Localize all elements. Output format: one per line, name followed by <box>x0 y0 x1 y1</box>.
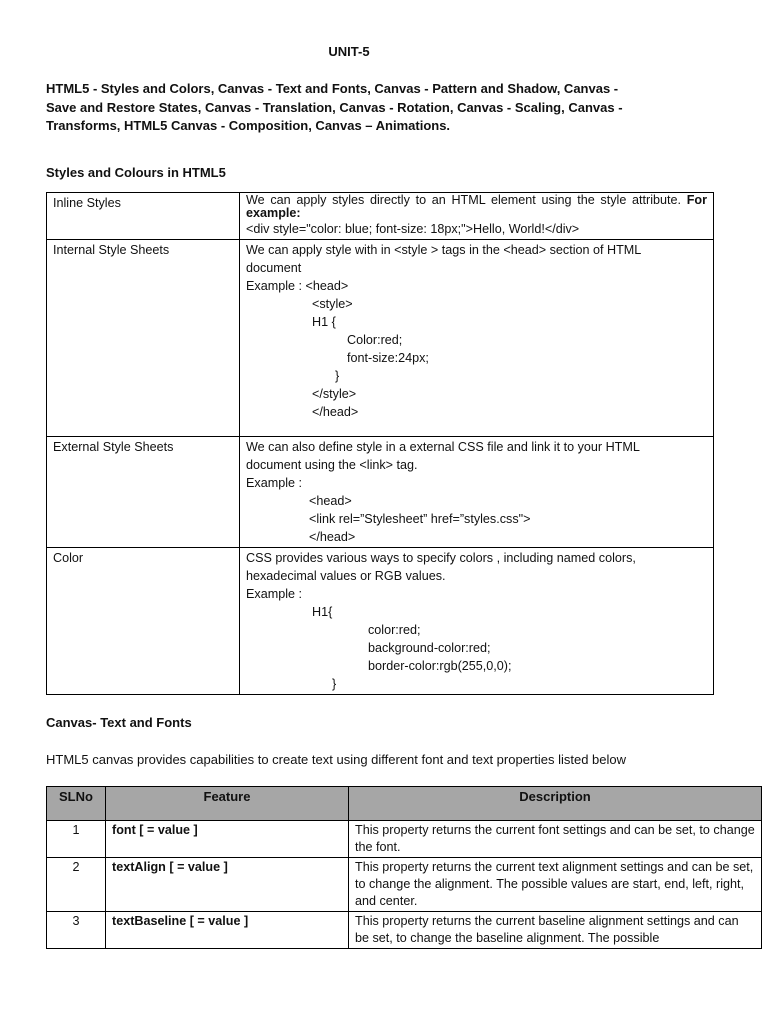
feature-cell: Color <box>47 548 240 695</box>
unit-title: UNIT-5 <box>328 44 370 59</box>
code-line: Color:red; <box>347 333 403 347</box>
code-line: } <box>335 369 340 383</box>
topics-line: HTML5 - Styles and Colors, Canvas - Text and Fonts, Canvas - Pattern and Shadow, Canvas - <box>46 81 619 96</box>
description-line: document <box>246 261 302 275</box>
code-line: border-color:rgb(255,0,0); <box>368 659 512 673</box>
code-line: } <box>332 677 337 691</box>
topics-line: Transforms, HTML5 Canvas - Composition, Canvas – Animations. <box>46 118 451 133</box>
description-cell <box>240 193 714 240</box>
description-line: CSS provides various ways to specify colors , including named colors, <box>246 551 636 565</box>
code-line: <link rel=”Stylesheet” href=”styles.css"> <box>309 512 531 526</box>
topics-list <box>46 80 646 136</box>
table-row <box>47 858 762 912</box>
code-line: <style> <box>312 297 353 311</box>
code-line: </head> <box>312 405 359 419</box>
column-header-description: Description <box>349 787 762 821</box>
table-row <box>47 437 714 548</box>
code-line: H1{ <box>312 605 333 619</box>
description-cell <box>240 548 714 695</box>
topics-line: Save and Restore States, Canvas - Translation, Canvas - Rotation, Canvas - Scaling, Canvas - <box>46 99 623 115</box>
code-line: H1 { <box>312 315 336 329</box>
code-line: font-size:24px; <box>347 351 429 365</box>
description-text: We can apply styles directly to an HTML element using the style attribute. <box>246 193 682 207</box>
description-line: Example : <box>246 476 302 490</box>
description-line: We can also define style in a external CSS file and link it to your HTML <box>246 440 640 454</box>
canvas-properties-table <box>46 786 762 949</box>
code-line: <head> <box>309 494 352 508</box>
table-row <box>47 821 762 858</box>
description-text: This property returns the current baseline alignment settings and can be set, to change the baseline alignment. The possible <box>355 914 739 945</box>
description-cell: This property returns the current font settings and can be set, to change the font. <box>349 821 762 858</box>
table-header-row <box>47 787 762 821</box>
styles-section-heading: Styles and Colours in HTML5 <box>46 165 226 180</box>
canvas-intro-text: HTML5 canvas provides capabilities to create text using different font and text properties listed below <box>46 752 627 767</box>
description-cell <box>349 912 762 949</box>
table-row <box>47 912 762 949</box>
description-cell <box>240 240 714 437</box>
feature-cell: font [ = value ] <box>106 821 349 858</box>
description-line: Example : <head> <box>246 279 349 293</box>
code-line: </style> <box>312 387 357 401</box>
table-row <box>47 240 714 437</box>
code-line: <div style="color: blue; font-size: 18px;">Hello, World!</div> <box>246 222 580 236</box>
feature-cell: External Style Sheets <box>47 437 240 548</box>
code-line: </head> <box>309 530 356 544</box>
table-row <box>47 548 714 695</box>
description-line: Example : <box>246 587 302 601</box>
code-line: background-color:red; <box>368 641 491 655</box>
code-line: color:red; <box>368 623 421 637</box>
table-row <box>47 193 714 240</box>
feature-cell: textBaseline [ = value ] <box>106 912 349 949</box>
styles-table <box>46 192 714 695</box>
canvas-section-heading: Canvas- Text and Fonts <box>46 715 192 730</box>
slno-cell: 2 <box>47 858 106 912</box>
description-line: document using the <link> tag. <box>246 458 418 472</box>
feature-cell: textAlign [ = value ] <box>106 858 349 912</box>
slno-cell: 1 <box>47 821 106 858</box>
description-cell <box>240 437 714 548</box>
column-header-feature: Feature <box>106 787 349 821</box>
feature-cell: Internal Style Sheets <box>47 240 240 437</box>
example-label: For example: <box>246 193 707 220</box>
description-line: We can apply style with in <style > tags in the <head> section of HTML <box>246 243 642 257</box>
column-header-slno: SLNo <box>47 787 106 821</box>
slno-cell: 3 <box>47 912 106 949</box>
description-line: hexadecimal values or RGB values. <box>246 569 446 583</box>
description-cell: This property returns the current text alignment settings and can be set, to change the alignment. The possible values are start, end, left, right, and center. <box>349 858 762 912</box>
feature-cell: Inline Styles <box>47 193 240 240</box>
